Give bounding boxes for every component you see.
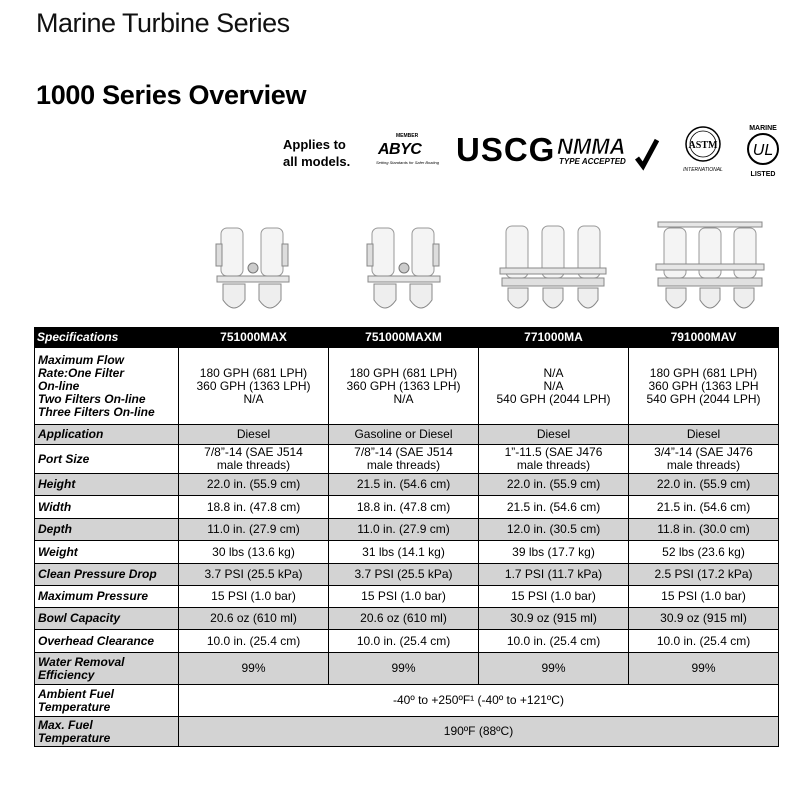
cell: 18.8 in. (47.8 cm) — [329, 496, 479, 519]
cell: 21.5 in. (54.6 cm) — [329, 474, 479, 496]
cell: 12.0 in. (30.5 cm) — [479, 519, 629, 541]
table-row-max-flow — [35, 348, 779, 425]
table-row — [35, 653, 779, 685]
product-image-771000ma — [498, 220, 608, 320]
ul-logo — [740, 122, 786, 180]
row-label: Port Size — [35, 445, 179, 474]
row-label: Depth — [35, 519, 179, 541]
product-image-791000mav — [654, 220, 766, 320]
table-row — [35, 445, 779, 474]
table-row — [35, 425, 779, 445]
cell: 30.9 oz (915 ml) — [629, 608, 779, 630]
cell: 3.7 PSI (25.5 kPa) — [329, 564, 479, 586]
cell: 99% — [629, 653, 779, 685]
cell: 15 PSI (1.0 bar) — [479, 586, 629, 608]
row-label: Height — [35, 474, 179, 496]
uscg-logo: USCG — [456, 131, 556, 168]
product-image-751000maxm — [364, 220, 444, 320]
cell: 180 GPH (681 LPH) 360 GPH (1363 LPH) N/A — [179, 348, 329, 425]
cell: 22.0 in. (55.9 cm) — [479, 474, 629, 496]
table-row — [35, 496, 779, 519]
cell: Diesel — [479, 425, 629, 445]
row-label: Bowl Capacity — [35, 608, 179, 630]
table-row — [35, 519, 779, 541]
cell: 11.8 in. (30.0 cm) — [629, 519, 779, 541]
cell: 52 lbs (23.6 kg) — [629, 541, 779, 564]
cell: 18.8 in. (47.8 cm) — [179, 496, 329, 519]
row-label: Application — [35, 425, 179, 445]
row-label: Width — [35, 496, 179, 519]
cell: 21.5 in. (54.6 cm) — [479, 496, 629, 519]
table-row — [35, 541, 779, 564]
header-label: Specifications — [35, 328, 179, 348]
row-label: Maximum Pressure — [35, 586, 179, 608]
cell: 11.0 in. (27.9 cm) — [179, 519, 329, 541]
product-images — [34, 220, 778, 324]
cell: Gasoline or Diesel — [329, 425, 479, 445]
cell: 99% — [329, 653, 479, 685]
cell: 190ºF (88ºC) — [179, 717, 779, 747]
cell: 1”-11.5 (SAE J476 male threads) — [479, 445, 629, 474]
cell: 7/8”-14 (SAE J514 male threads) — [329, 445, 479, 474]
astm-logo — [680, 125, 726, 175]
cell: 10.0 in. (25.4 cm) — [179, 630, 329, 653]
specifications-table — [34, 327, 779, 747]
cell: 3.7 PSI (25.5 kPa) — [179, 564, 329, 586]
model-791000mav: 791000MAV — [629, 328, 779, 348]
cell: 15 PSI (1.0 bar) — [179, 586, 329, 608]
abyc-tagline: Setting Standards for Safer Boating — [376, 160, 439, 165]
applies-line-2: all models. — [283, 154, 351, 169]
cell: Diesel — [179, 425, 329, 445]
cell: 180 GPH (681 LPH) 360 GPH (1363 LPH 540 GPH (2044 LPH) — [629, 348, 779, 425]
table-row — [35, 630, 779, 653]
nmma-name-text: NMMA — [557, 134, 626, 159]
cell: 30 lbs (13.6 kg) — [179, 541, 329, 564]
abyc-member-text: MEMBER — [396, 133, 419, 139]
cell: 20.6 oz (610 ml) — [179, 608, 329, 630]
cell: 180 GPH (681 LPH) 360 GPH (1363 LPH) N/A — [329, 348, 479, 425]
nmma-tag-text: TYPE ACCEPTED — [559, 157, 626, 166]
cell: 22.0 in. (55.9 cm) — [179, 474, 329, 496]
model-751000maxm: 751000MAXM — [329, 328, 479, 348]
table-row — [35, 474, 779, 496]
nmma-logo — [553, 130, 659, 176]
table-header-row — [35, 328, 779, 348]
row-label: Maximum Flow Rate:One Filter On-line Two Filters On-line Three Filters On-line — [35, 348, 179, 425]
cell: 10.0 in. (25.4 cm) — [629, 630, 779, 653]
product-image-751000max — [213, 220, 293, 320]
applies-note — [283, 136, 350, 170]
table-row — [35, 586, 779, 608]
cell: 15 PSI (1.0 bar) — [329, 586, 479, 608]
cell: 11.0 in. (27.9 cm) — [329, 519, 479, 541]
cell: 20.6 oz (610 ml) — [329, 608, 479, 630]
cell: 1.7 PSI (11.7 kPa) — [479, 564, 629, 586]
ul-bottom-text: LISTED — [750, 171, 776, 178]
table-row — [35, 564, 779, 586]
model-771000ma: 771000MA — [479, 328, 629, 348]
row-label: Max. Fuel Temperature — [35, 717, 179, 747]
row-label: Weight — [35, 541, 179, 564]
row-label: Water Removal Efficiency — [35, 653, 179, 685]
ul-top-text: MARINE — [749, 125, 777, 132]
series-title: Marine Turbine Series — [36, 8, 290, 38]
cell: 39 lbs (17.7 kg) — [479, 541, 629, 564]
cell: 7/8”-14 (SAE J514 male threads) — [179, 445, 329, 474]
row-label: Overhead Clearance — [35, 630, 179, 653]
cell: 10.0 in. (25.4 cm) — [329, 630, 479, 653]
abyc-logo — [376, 133, 444, 169]
abyc-name-text: ABYC — [378, 141, 422, 158]
model-751000max: 751000MAX — [179, 328, 329, 348]
cell: 99% — [179, 653, 329, 685]
cell: 15 PSI (1.0 bar) — [629, 586, 779, 608]
cell: N/A N/A 540 GPH (2044 LPH) — [479, 348, 629, 425]
table-row — [35, 608, 779, 630]
astm-name-text: ASTM — [688, 140, 718, 151]
cell: 22.0 in. (55.9 cm) — [629, 474, 779, 496]
cell: 99% — [479, 653, 629, 685]
cell: -40º to +250ºF¹ (-40º to +121ºC) — [179, 685, 779, 717]
applies-line-1: Applies to — [283, 137, 346, 152]
table-row-max-fuel-temp — [35, 717, 779, 747]
cell: 30.9 oz (915 ml) — [479, 608, 629, 630]
cell: 21.5 in. (54.6 cm) — [629, 496, 779, 519]
row-label: Ambient Fuel Temperature — [35, 685, 179, 717]
cell: 31 lbs (14.1 kg) — [329, 541, 479, 564]
ul-name-text: UL — [752, 142, 774, 159]
table-row-ambient-temp — [35, 685, 779, 717]
row-label: Clean Pressure Drop — [35, 564, 179, 586]
cell: 2.5 PSI (17.2 kPa) — [629, 564, 779, 586]
cell: 10.0 in. (25.4 cm) — [479, 630, 629, 653]
astm-tag-text: INTERNATIONAL — [683, 167, 723, 173]
cell: 3/4”-14 (SAE J476 male threads) — [629, 445, 779, 474]
cell: Diesel — [629, 425, 779, 445]
page-title: 1000 Series Overview — [36, 80, 307, 110]
